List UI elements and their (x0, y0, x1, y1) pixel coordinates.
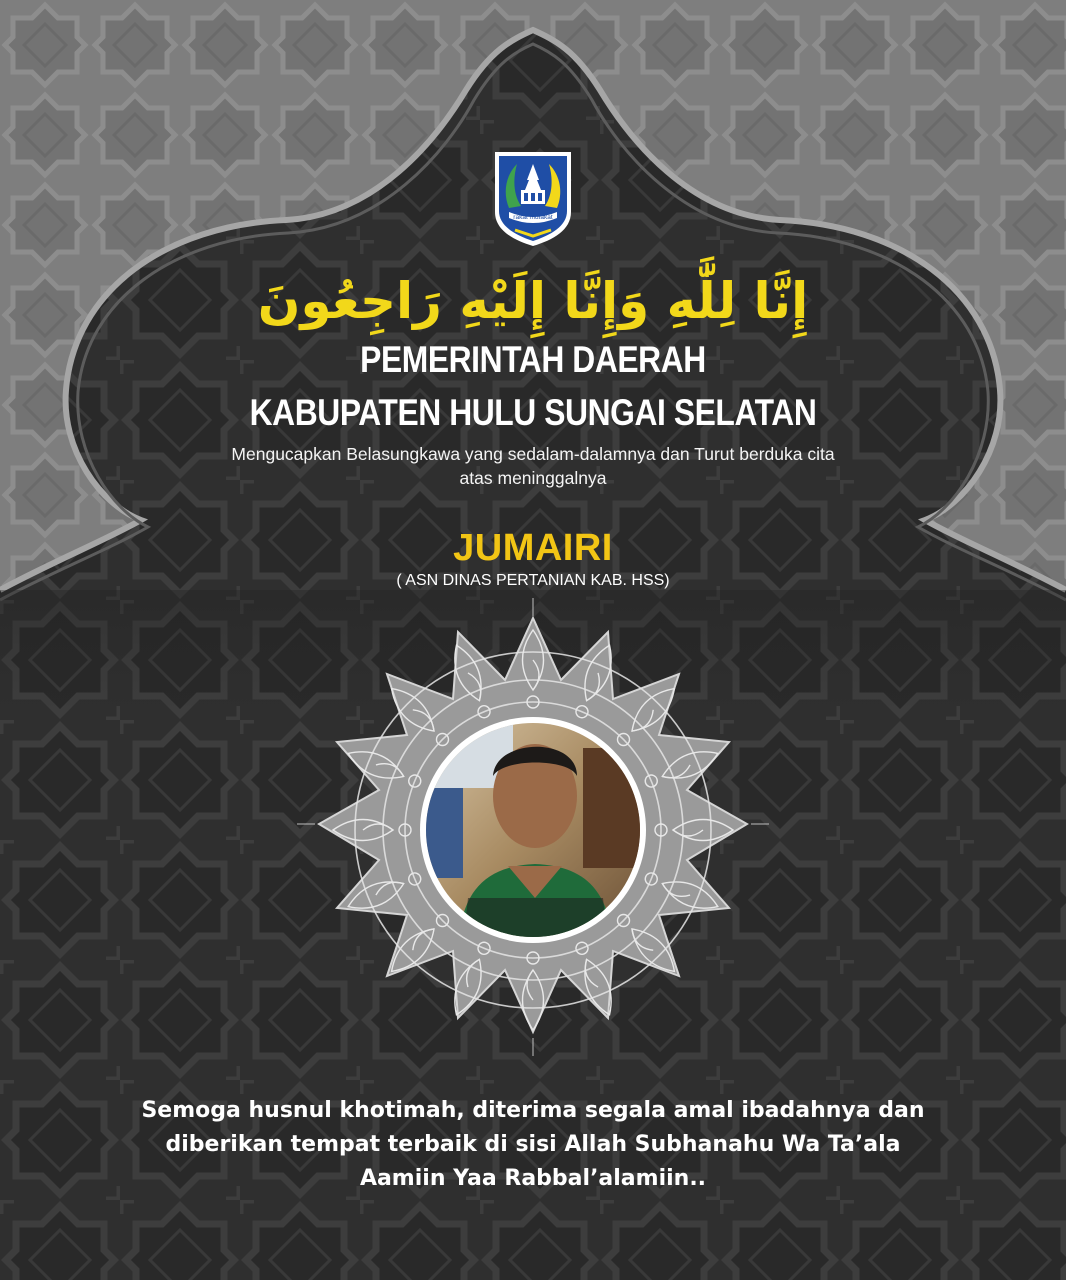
regency-logo (493, 150, 573, 248)
header-line-2: KABUPATEN HULU SUNGAI SELATAN (249, 392, 817, 433)
condolence-line-2: atas meninggalnya (459, 468, 607, 488)
deceased-name: JUMAIRI (453, 527, 613, 569)
arabic-calligraphy: إِنَّا لِلَّٰهِ وَإِنَّا إِلَيْهِ رَاجِعُونَ (257, 272, 809, 330)
prayer-line-2: diberikan tempat terbaik di sisi Allah Subhanahu Wa Ta’ala (165, 1132, 901, 1157)
ornamental-frame (283, 598, 783, 1068)
deceased-role: ( ASN DINAS PERTANIAN KAB. HSS) (396, 572, 670, 589)
condolence-line-1: Mengucapkan Belasungkawa yang sedalam-dalamnya dan Turut berduka cita (231, 444, 835, 464)
prayer-line-1: Semoga husnul khotimah, diterima segala amal ibadahnya dan (141, 1098, 925, 1123)
header-line-1: PEMERINTAH DAERAH (360, 339, 706, 380)
prayer-line-3: Aamiin Yaa Rabbal’alamiin.. (359, 1166, 707, 1191)
logo-motto: rakat mufakat (513, 214, 553, 221)
